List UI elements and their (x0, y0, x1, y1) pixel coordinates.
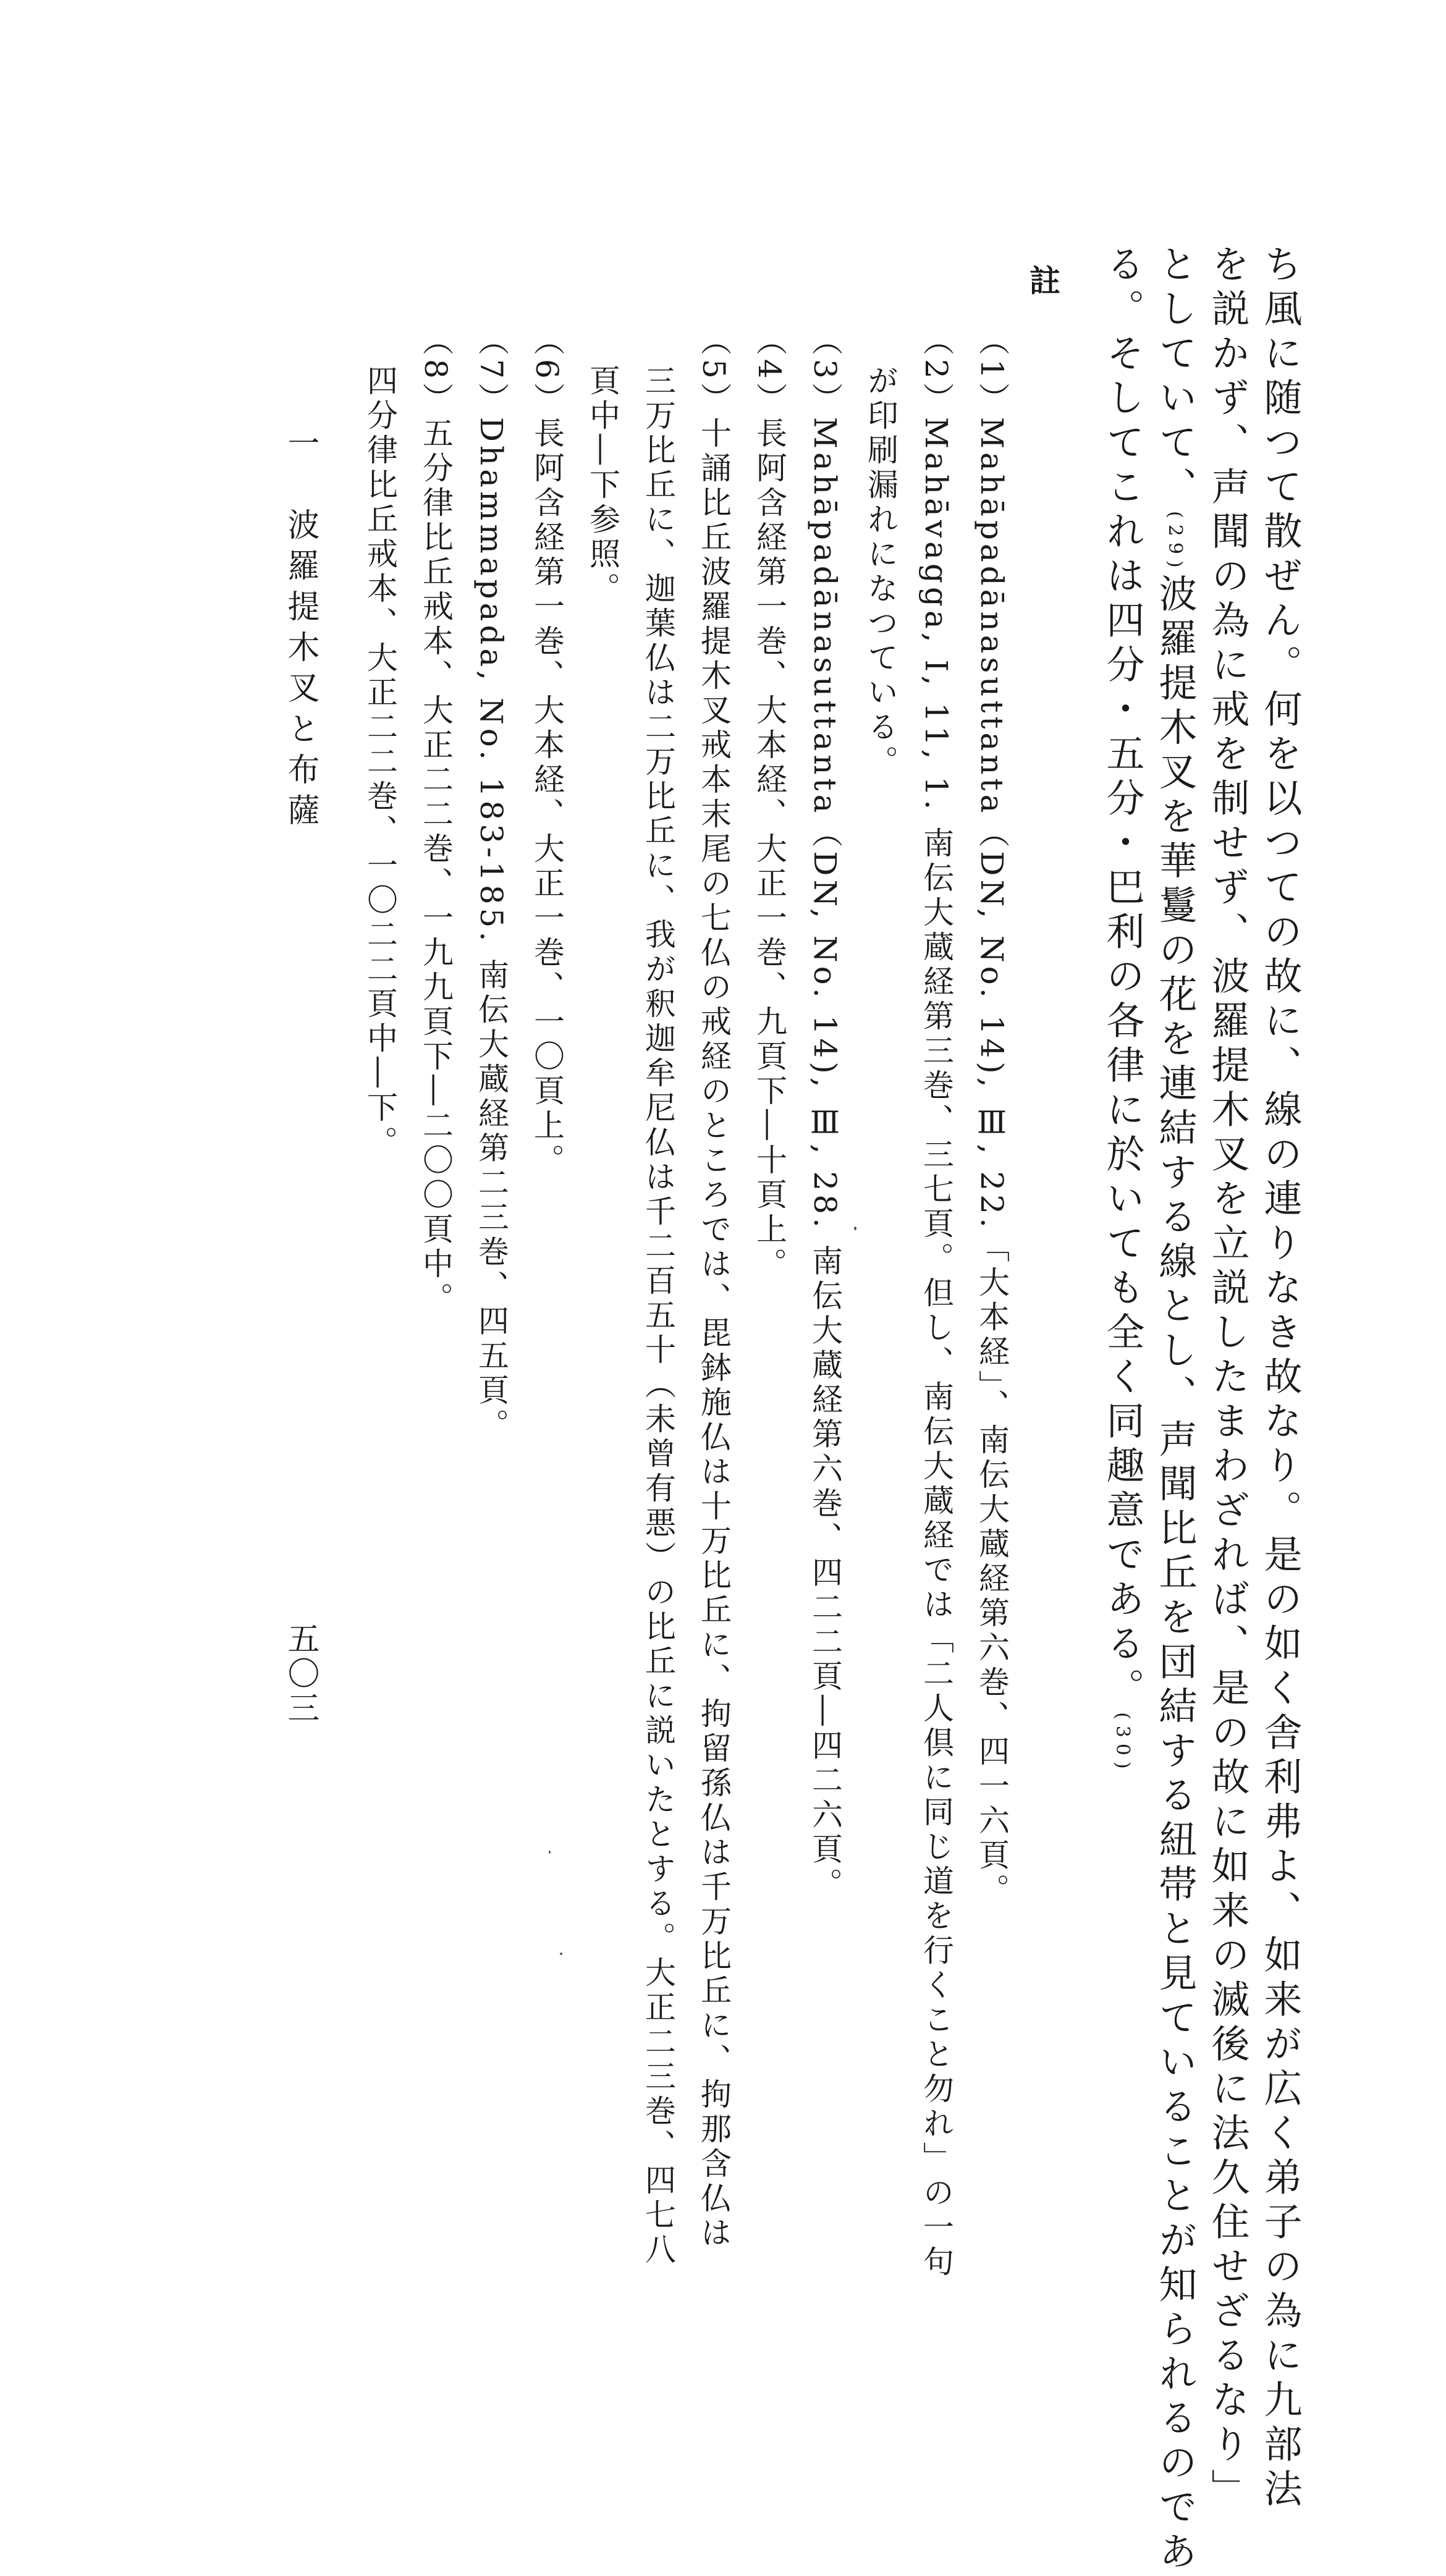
note-6 (529, 324, 565, 1178)
note-1 (974, 324, 1010, 1908)
body-line-4 (1100, 244, 1145, 1775)
note-number: （1） (974, 324, 1010, 417)
body-line-1: ち風に随つて散ぜん。何を以つての故に、線の連りなき故なり。是の如く舎利弗よ、如来が広く弟子の為に九部法 (1258, 244, 1303, 2513)
note-number: （6） (529, 324, 565, 417)
note-5 (696, 324, 732, 2251)
body-line-2: を説かず、声聞の為に戒を制せず、波羅提木叉を立説したまわざれば、是の故に如来の滅後に法久住せざるなり」 (1205, 244, 1250, 2513)
note-5-continued-2: 頁中―下参照。 (585, 365, 620, 607)
body-line-3-start: としていて、 (1152, 244, 1198, 511)
note-2 (918, 324, 954, 2281)
note-text: 長阿含経第一巻、大本経、大正一巻、九頁下―十頁上。 (751, 416, 787, 1282)
note-number: （3） (807, 324, 843, 417)
note-number: （5） (696, 324, 732, 417)
page-number: 五〇三 (282, 1622, 319, 1726)
note-text: Dhammapada, No. 183-185. 南伝大蔵経第二三巻、四五頁。 (473, 416, 509, 1443)
note-number: （4） (751, 324, 787, 417)
body-line-4-text: る。そしてこれは四分・五分・巴利の各律に於いても全く同趣意である。 (1100, 244, 1145, 1712)
note-text: 十誦比丘波羅提木叉戒本末尾の七仏の戒経のところでは、毘鉢施仏は十万比丘に、拘留孫仏は千万比丘に、拘那含仏は (696, 416, 732, 2251)
note-7 (473, 324, 509, 1443)
note-number: （7） (473, 324, 509, 417)
note-text: 五分律比丘戒本、大正二二巻、一九九頁下―二〇〇頁中。 (418, 416, 454, 1317)
note-number: （2） (918, 324, 954, 417)
note-8-continued: 四分律比丘戒本、大正二二巻、一〇二二頁中―下。 (362, 365, 398, 1160)
note-text: 長阿含経第一巻、大本経、大正一巻、一〇頁上。 (529, 416, 565, 1178)
footnote-ref-29: (29) (1164, 511, 1186, 574)
note-text: Mahāpadānasuttanta（DN, No. 14), Ⅲ, 22.「大本経」、南伝大蔵経第六巻、四一六頁。 (974, 416, 1010, 1908)
scan-speck (549, 1851, 551, 1854)
note-text: Mahāpadānasuttanta（DN, No. 14), Ⅲ, 28. 南伝大蔵経第六巻、四二二頁―四二六頁。 (807, 416, 843, 1902)
note-text: Mahāvagga, I, 11, 1. 南伝大蔵経第三巻、三七頁。但し、南伝大蔵経では「二人倶に同じ道を行くこと勿れ」の一句 (918, 416, 954, 2281)
note-5-continued: 三万比丘に、迦葉仏は二万比丘に、我が釈迦牟尼仏は千二百五十（未曾有悪）の比丘に説いたとする。大正二三巻、四七八 (640, 365, 676, 2268)
scan-speck (854, 1227, 856, 1230)
footnote-ref-30: (30) (1112, 1712, 1133, 1775)
notes-heading: 註 (1025, 264, 1061, 295)
note-8 (418, 324, 454, 1317)
scan-speck (560, 1953, 562, 1955)
note-number: （8） (418, 324, 454, 417)
running-title: 一 波羅提木叉と布薩 (282, 426, 319, 834)
body-line-3-rest: 波羅提木叉を華鬘の花を連結する線とし、声聞比丘を団結する紐帯と見ていることが知られるのであ (1152, 573, 1198, 2576)
body-line-3 (1152, 244, 1198, 2576)
note-2-continued: が印刷漏れになつている。 (863, 365, 898, 780)
note-3 (807, 324, 843, 1902)
note-4 (751, 324, 787, 1282)
